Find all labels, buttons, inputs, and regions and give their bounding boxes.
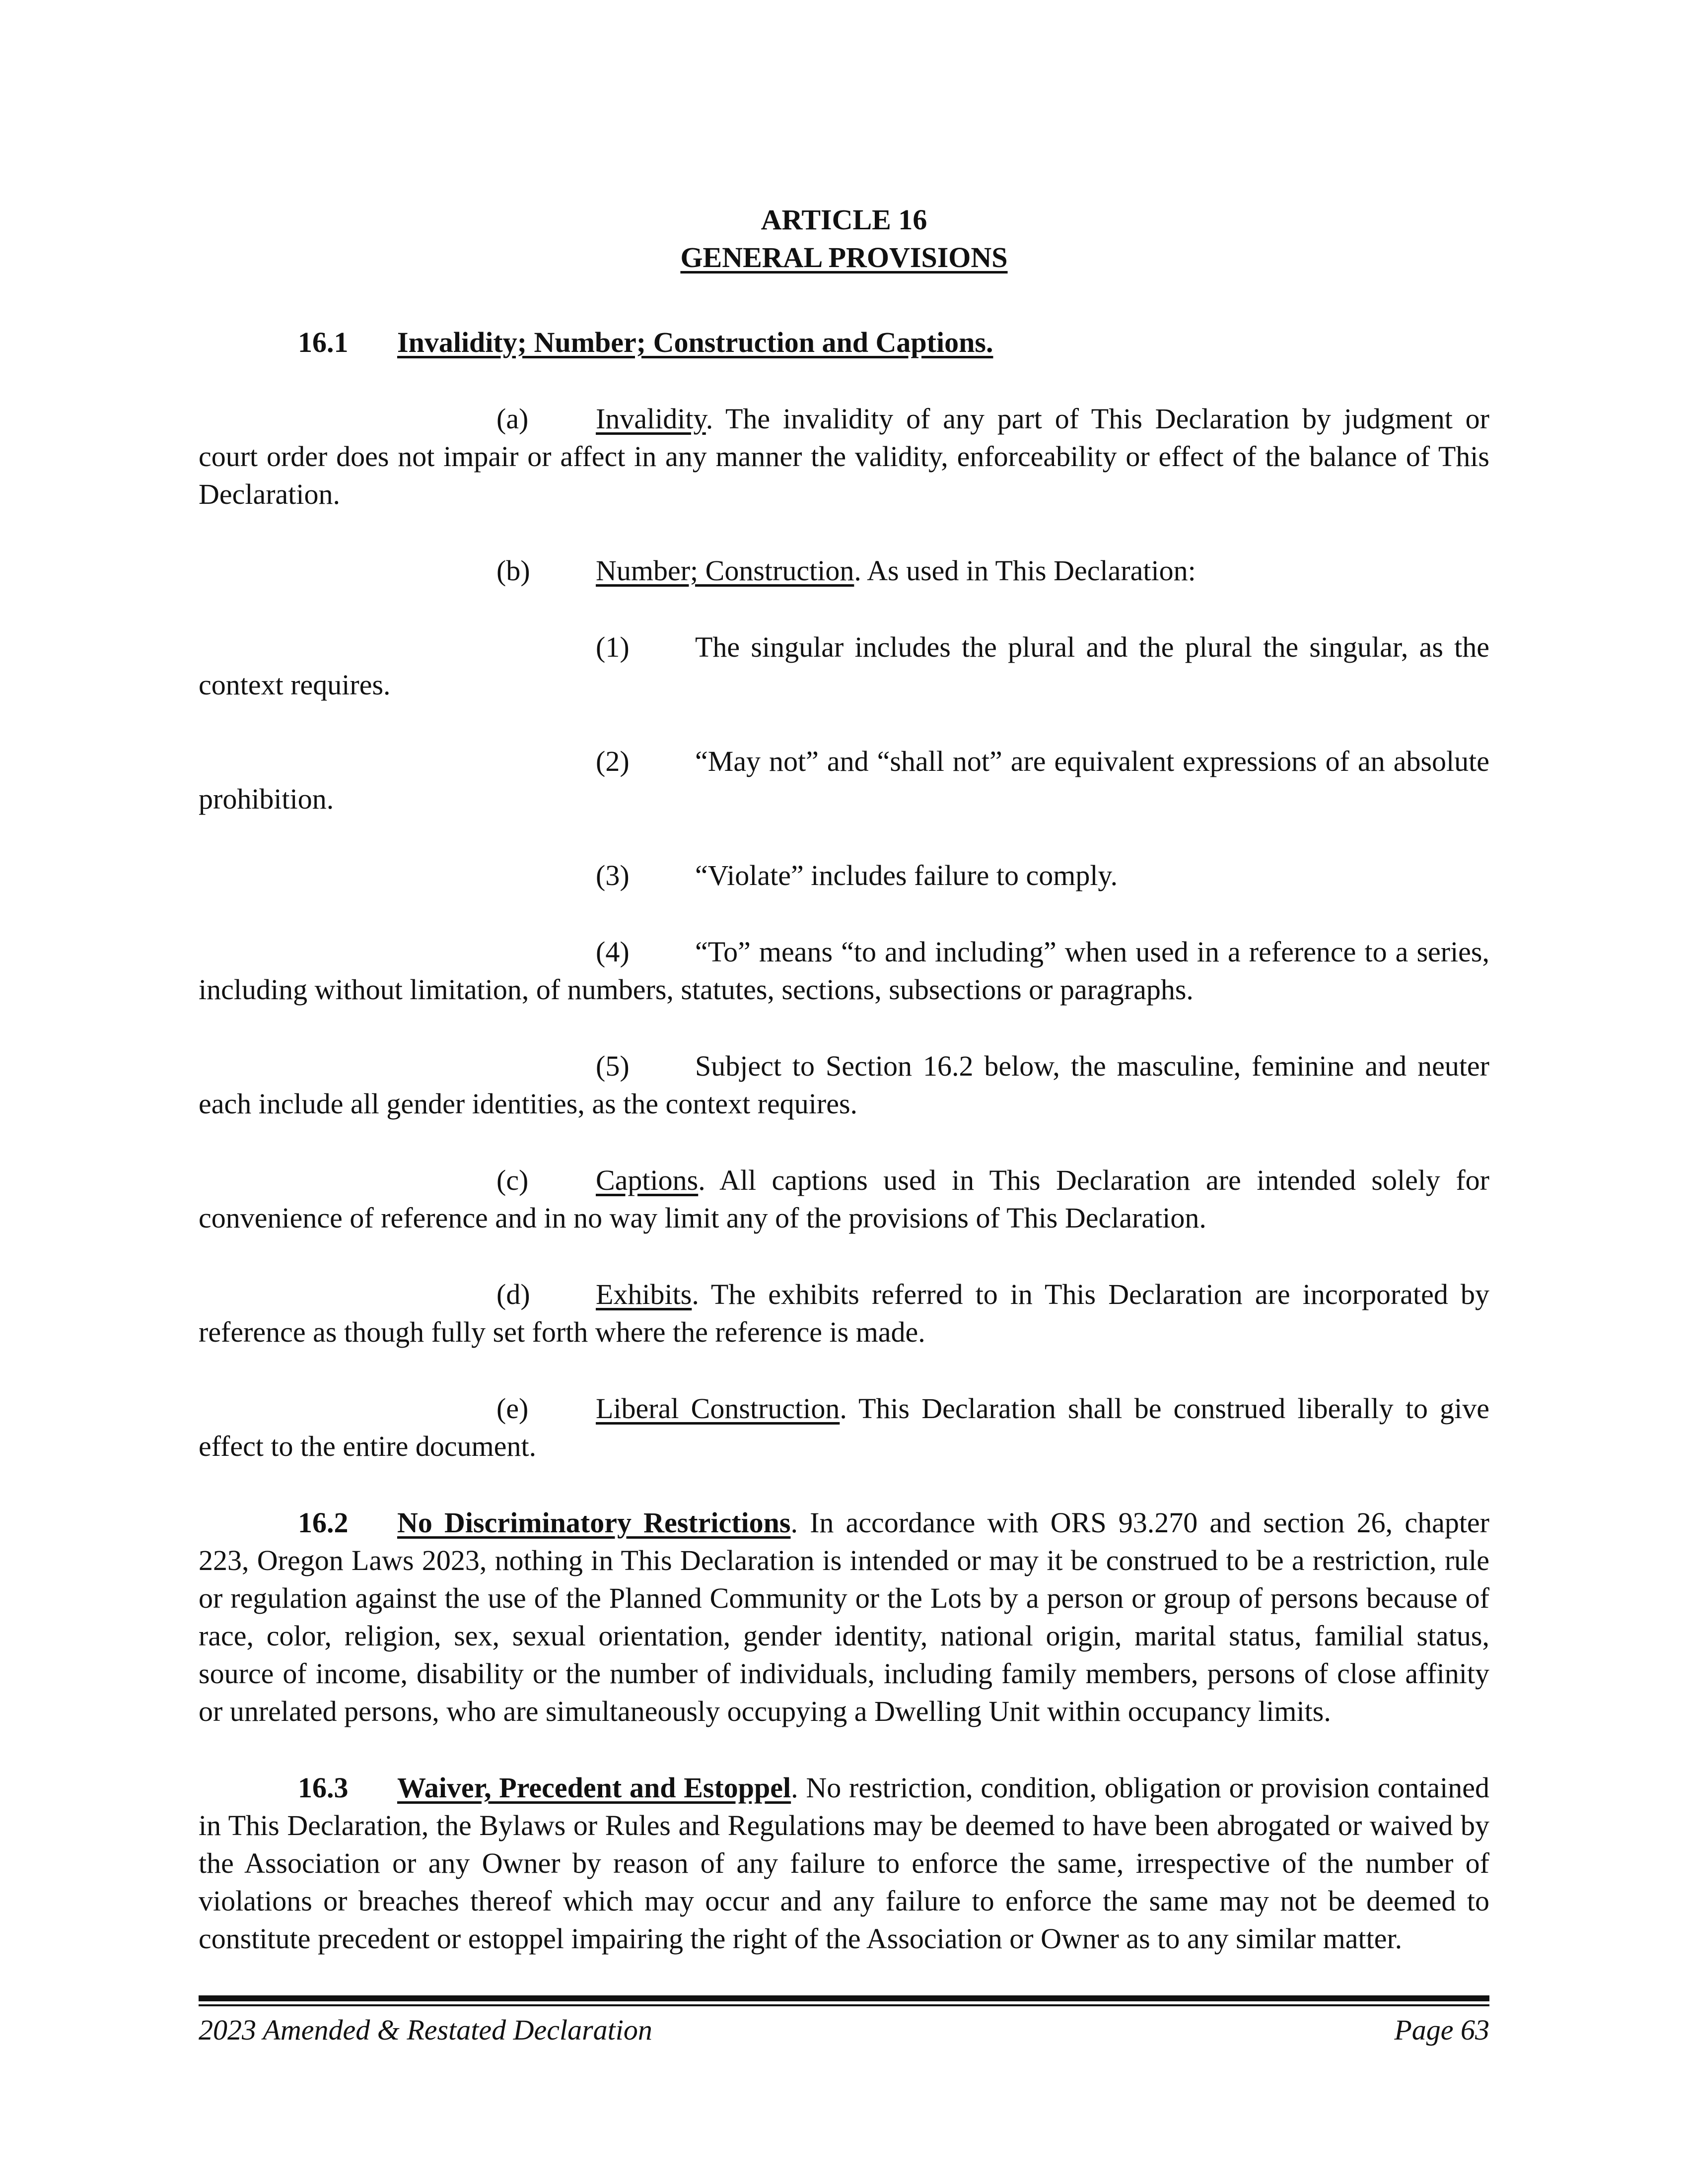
section-title: No Discriminatory Restrictions [397,1506,791,1539]
paragraph-text: . All captions used in This Declaration are intended solely for convenience of reference and in no way limit any of the provisions of This Declaration. [199,1164,1489,1234]
section-number: 16.2 [298,1506,349,1539]
paragraph-label: (c) [496,1164,529,1196]
paragraph-e [199,1390,1489,1465]
page-footer [199,1995,1489,2049]
paragraph-title: Number; Construction [596,554,854,587]
list-item-5 [199,1047,1489,1123]
list-item-text: The singular includes the plural and the plural the singular, as the context requires. [199,631,1489,701]
list-item-text: “To” means “to and including” when used in a reference to a series, including without limitation, of numbers, statutes, sections, subsections or paragraphs. [199,936,1489,1006]
section-16-2 [199,1504,1489,1730]
section-16-3 [199,1769,1489,1958]
list-item-label: (3) [596,859,630,891]
list-item-label: (2) [596,745,630,777]
list-item-label: (1) [596,631,630,663]
paragraph-a [199,400,1489,513]
list-item-3 [199,857,1489,894]
section-title: Waiver, Precedent and Estoppel [397,1772,791,1804]
paragraph-label: (e) [496,1392,529,1425]
list-item-2 [199,743,1489,818]
list-item-text: “Violate” includes failure to comply. [695,859,1118,891]
paragraph-d [199,1276,1489,1351]
paragraph-b [199,552,1489,590]
paragraph-text: . The invalidity of any part of This Declaration by judgment or court order does not impair or affect in any manner the validity, enforceability or effect of the balance of This Declaration. [199,403,1489,510]
paragraph-title: Liberal Construction [596,1392,840,1425]
list-item-text: “May not” and “shall not” are equivalent expressions of an absolute prohibition. [199,745,1489,815]
section-number: 16.1 [298,326,349,358]
paragraph-title: Invalidity [596,403,706,435]
paragraph-title: Captions [596,1164,699,1196]
list-item-1 [199,628,1489,704]
section-title: Invalidity; Number; Construction and Captions. [397,326,993,358]
paragraph-text: . As used in This Declaration: [854,554,1196,587]
list-item-label: (5) [596,1050,630,1082]
section-16-1-heading [199,324,1489,361]
paragraph-c [199,1161,1489,1237]
paragraph-text: . This Declaration shall be construed liberally to give effect to the entire document. [199,1392,1489,1462]
document-page [199,201,1489,1958]
section-text: . In accordance with ORS 93.270 and section 26, chapter 223, Oregon Laws 2023, nothing in This Declaration is intended or may it be construed to be a restriction, rule or regulation against the use of the Planned Community or the Lots by a person or group of persons because of race, color, religion, sex, sexual orientation, gender identity, national origin, marital status, familial status, source of income, disability or the number of individuals, including family members, persons of close affinity or unrelated persons, who are simultaneously occupying a Dwelling Unit within occupancy limits. [199,1506,1489,1727]
article-number: ARTICLE 16 [761,204,927,236]
paragraph-label: (a) [496,403,529,435]
list-item-4 [199,933,1489,1009]
list-item-label: (4) [596,936,630,968]
footer-rule [199,1995,1489,2001]
page-number: Page 63 [1394,2014,1489,2046]
article-header [199,201,1489,276]
section-number: 16.3 [298,1772,349,1804]
footer-rule-thin [199,2004,1489,2006]
paragraph-title: Exhibits [596,1278,692,1310]
paragraph-text: . The exhibits referred to in This Declaration are incorporated by reference as though fully set forth where the reference is made. [199,1278,1489,1348]
section-text: . No restriction, condition, obligation or provision contained in This Declaration, the Bylaws or Rules and Regulations may be deemed to have been abrogated or waived by the Association or any Owner by reason of any failure to enforce the same, irrespective of the number of violations or breaches thereof which may occur and any failure to enforce the same may not be deemed to constitute precedent or estoppel impairing the right of the Association or Owner as to any similar matter. [199,1772,1489,1955]
paragraph-label: (d) [496,1278,530,1310]
footer-document-title: 2023 Amended & Restated Declaration [199,2014,652,2046]
article-title: GENERAL PROVISIONS [680,241,1008,273]
list-item-text: Subject to Section 16.2 below, the masculine, feminine and neuter each include all gender identities, as the context requires. [199,1050,1489,1120]
paragraph-label: (b) [496,554,530,587]
